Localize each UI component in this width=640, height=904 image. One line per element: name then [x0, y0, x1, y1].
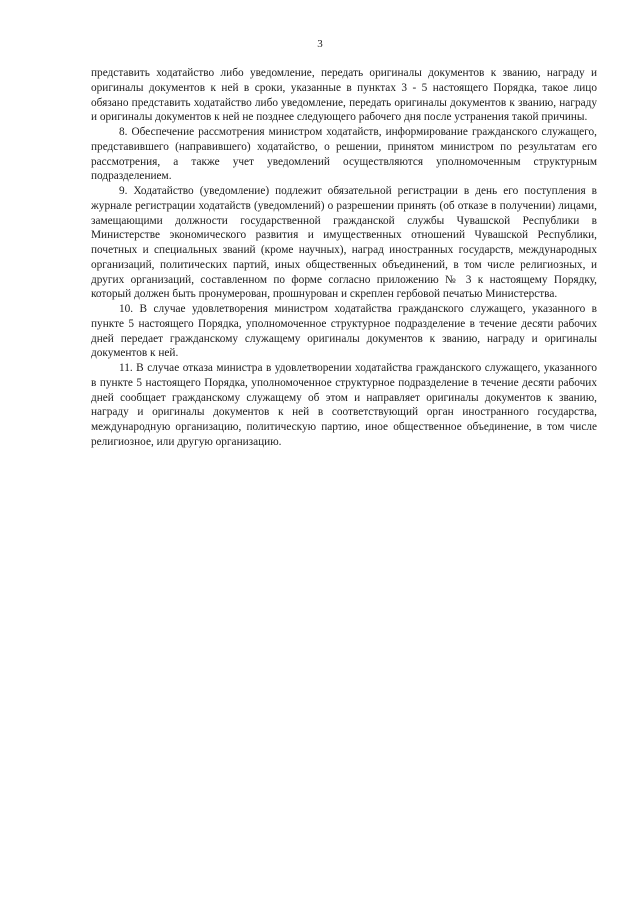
paragraph-continuation: представить ходатайство либо уведомление, передать оригиналы документов к званию, награду и оригиналы документов к ней в сроки, указанные в пунктах 3 - 5 настоящего Порядка, такое лицо обязано представить ходатайство либо уведомление, передать оригиналы документов к званию, награду и оригиналы документов к ней не позднее следующего рабочего дня после устранения такой причины.: [91, 67, 597, 124]
page-number: 3: [317, 38, 323, 50]
paragraph-11: 11. В случае отказа министра в удовлетворении ходатайства гражданского служащего, указанного в пункте 5 настоящего Порядка, уполномоченное структурное подразделение в течение десяти рабочих дней сообщает гражданскому служащему об этом и направляет оригиналы документов к званию, награду и оригиналы документов к ней в соответствующий орган иностранного государства, международную организацию, политическую партию, иное общественное объединение, в том числе религиозное, или другую организацию.: [91, 362, 597, 448]
paragraph-9: 9. Ходатайство (уведомление) подлежит обязательной регистрации в день его поступления в журнале регистрации ходатайств (уведомлений) о разрешении принять (об отказе в получении) лицами, замещающими должности государственной гражданской службы Чувашской Республики в Министерстве экономического развития и имущественных отношений Чувашской Республики, почетных и специальных званий (кроме научных), наград иностранных государств, международных организаций, политических партий, иных общественных объединений, в том числе религиозных, и других организаций, составленном по форме согласно приложению № 3 к настоящему Порядку, который должен быть пронумерован, прошнурован и скреплен гербовой печатью Министерства.: [91, 185, 597, 301]
document-body: [91, 66, 597, 450]
paragraph-8: 8. Обеспечение рассмотрения министром ходатайств, информирование гражданского служащего, представившего (направившего) ходатайство, о решении, принятом министром по результатам его рассмотрения, а также учет уведомлений осуществляются уполномоченным структурным подразделением.: [91, 126, 597, 183]
paragraph-10: 10. В случае удовлетворения министром ходатайства гражданского служащего, указанного в пункте 5 настоящего Порядка, уполномоченное структурное подразделение в течение десяти рабочих дней передает гражданскому служащему оригиналы документов к званию, награду и оригиналы документов к ней.: [91, 303, 597, 360]
